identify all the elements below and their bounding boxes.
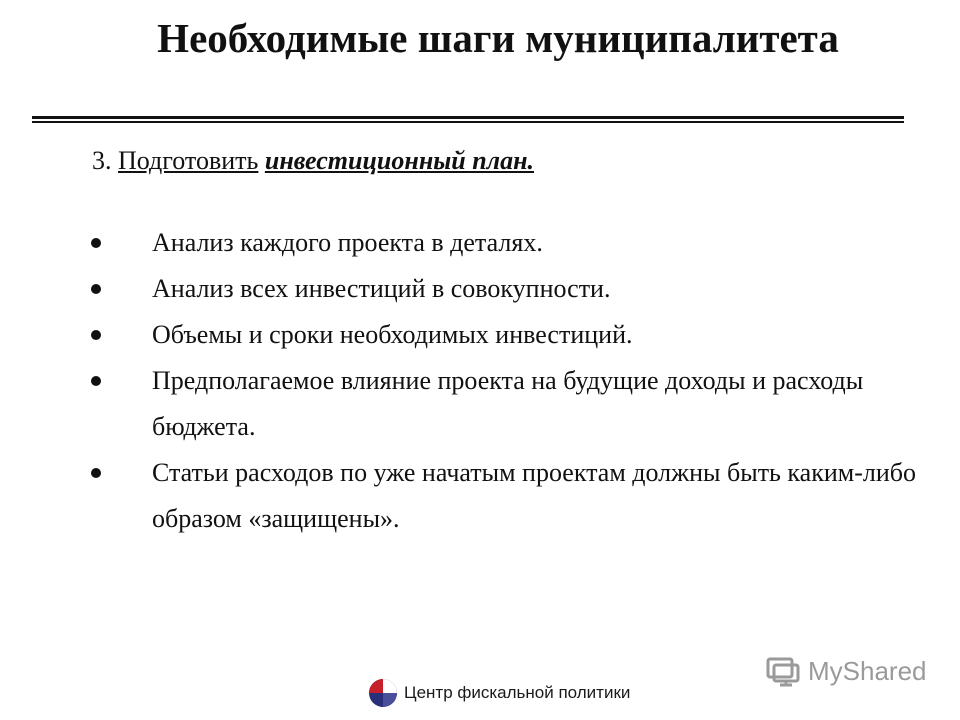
presentation-screen-icon: [766, 657, 802, 687]
list-item-text: Предполагаемое влияние проекта на будущие доходы и расходы бюджета.: [152, 366, 864, 441]
list-item: [88, 266, 948, 312]
list-item-text: Анализ всех инвестиций в совокупности.: [152, 274, 611, 303]
step-number: 3.: [92, 146, 112, 175]
list-item-text: Анализ каждого проекта в деталях.: [152, 228, 543, 257]
list-item: [88, 220, 948, 266]
list-item: [88, 450, 948, 542]
fiscal-center-logo-icon: [366, 676, 400, 710]
footer-logo: [366, 676, 630, 710]
bullet-icon: [91, 284, 101, 294]
title-divider-thin: [32, 121, 904, 123]
title-divider-thick: [32, 116, 904, 119]
list-item-text: Статьи расходов по уже начатым проектам должны быть каким-либо образом «защищены».: [152, 458, 916, 533]
bullet-list: [88, 220, 948, 542]
bullet-icon: [91, 238, 101, 248]
bullet-icon: [91, 468, 101, 478]
footer-org-name: Центр фискальной политики: [404, 683, 631, 702]
step-emphasis: инвестиционный план.: [264, 146, 534, 175]
slide-title: Необходимые шаги муниципалитета: [157, 15, 839, 61]
bullet-icon: [91, 330, 101, 340]
list-item: [88, 312, 948, 358]
bullet-icon: [91, 376, 101, 386]
watermark-text: MyShared: [808, 656, 927, 686]
list-item-text: Объемы и сроки необходимых инвестиций.: [152, 320, 633, 349]
watermark[interactable]: [766, 656, 927, 687]
list-item: [88, 358, 948, 450]
step-heading: [92, 146, 534, 176]
step-label: Подготовить: [118, 146, 259, 175]
